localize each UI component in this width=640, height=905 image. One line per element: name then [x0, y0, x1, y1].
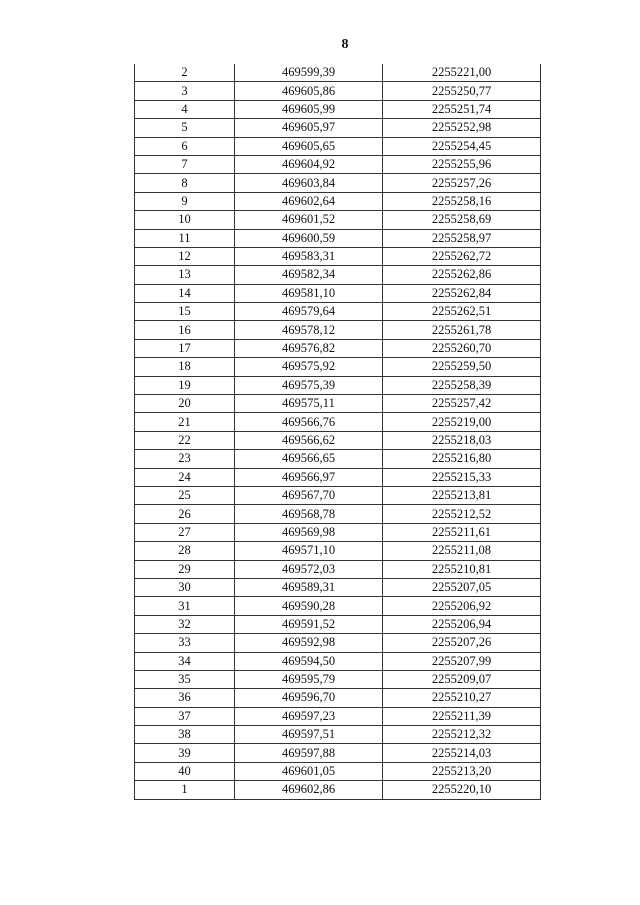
- point-number-cell: 6: [135, 137, 235, 155]
- point-number-cell: 24: [135, 468, 235, 486]
- table-row: [135, 450, 541, 468]
- y-coordinate-cell: 2255250,77: [383, 82, 541, 100]
- x-coordinate-cell: 469595,79: [235, 670, 383, 688]
- x-coordinate-cell: 469566,97: [235, 468, 383, 486]
- point-number-cell: 18: [135, 358, 235, 376]
- table-row: [135, 119, 541, 137]
- point-number-cell: 20: [135, 395, 235, 413]
- point-number-cell: 14: [135, 284, 235, 302]
- table-row: [135, 229, 541, 247]
- table-row: [135, 303, 541, 321]
- y-coordinate-cell: 2255209,07: [383, 670, 541, 688]
- table-row: [135, 247, 541, 265]
- y-coordinate-cell: 2255258,69: [383, 211, 541, 229]
- point-number-cell: 36: [135, 689, 235, 707]
- y-coordinate-cell: 2255221,00: [383, 64, 541, 82]
- y-coordinate-cell: 2255258,39: [383, 376, 541, 394]
- point-number-cell: 29: [135, 560, 235, 578]
- point-number-cell: 4: [135, 100, 235, 118]
- y-coordinate-cell: 2255254,45: [383, 137, 541, 155]
- y-coordinate-cell: 2255213,20: [383, 762, 541, 780]
- y-coordinate-cell: 2255207,99: [383, 652, 541, 670]
- y-coordinate-cell: 2255206,94: [383, 615, 541, 633]
- table-row: [135, 781, 541, 799]
- table-row: [135, 284, 541, 302]
- x-coordinate-cell: 469566,62: [235, 431, 383, 449]
- point-number-cell: 1: [135, 781, 235, 799]
- y-coordinate-cell: 2255258,97: [383, 229, 541, 247]
- point-number-cell: 23: [135, 450, 235, 468]
- point-number-cell: 22: [135, 431, 235, 449]
- table-row: [135, 486, 541, 504]
- y-coordinate-cell: 2255215,33: [383, 468, 541, 486]
- x-coordinate-cell: 469597,51: [235, 726, 383, 744]
- table-row: [135, 266, 541, 284]
- table-row: [135, 100, 541, 118]
- y-coordinate-cell: 2255220,10: [383, 781, 541, 799]
- y-coordinate-cell: 2255262,72: [383, 247, 541, 265]
- y-coordinate-cell: 2255212,52: [383, 505, 541, 523]
- y-coordinate-cell: 2255257,42: [383, 395, 541, 413]
- x-coordinate-cell: 469576,82: [235, 339, 383, 357]
- point-number-cell: 34: [135, 652, 235, 670]
- y-coordinate-cell: 2255212,32: [383, 726, 541, 744]
- x-coordinate-cell: 469582,34: [235, 266, 383, 284]
- point-number-cell: 38: [135, 726, 235, 744]
- table-row: [135, 707, 541, 725]
- table-row: [135, 597, 541, 615]
- table-row: [135, 468, 541, 486]
- point-number-cell: 16: [135, 321, 235, 339]
- point-number-cell: 32: [135, 615, 235, 633]
- x-coordinate-cell: 469592,98: [235, 634, 383, 652]
- y-coordinate-cell: 2255210,81: [383, 560, 541, 578]
- x-coordinate-cell: 469602,86: [235, 781, 383, 799]
- y-coordinate-cell: 2255211,61: [383, 523, 541, 541]
- x-coordinate-cell: 469601,52: [235, 211, 383, 229]
- y-coordinate-cell: 2255213,81: [383, 486, 541, 504]
- table-row: [135, 358, 541, 376]
- x-coordinate-cell: 469594,50: [235, 652, 383, 670]
- x-coordinate-cell: 469605,86: [235, 82, 383, 100]
- y-coordinate-cell: 2255258,16: [383, 192, 541, 210]
- x-coordinate-cell: 469579,64: [235, 303, 383, 321]
- y-coordinate-cell: 2255211,39: [383, 707, 541, 725]
- x-coordinate-cell: 469575,11: [235, 395, 383, 413]
- point-number-cell: 21: [135, 413, 235, 431]
- x-coordinate-cell: 469605,65: [235, 137, 383, 155]
- x-coordinate-cell: 469597,88: [235, 744, 383, 762]
- y-coordinate-cell: 2255207,05: [383, 578, 541, 596]
- table-row: [135, 523, 541, 541]
- point-number-cell: 7: [135, 155, 235, 173]
- point-number-cell: 27: [135, 523, 235, 541]
- y-coordinate-cell: 2255260,70: [383, 339, 541, 357]
- x-coordinate-cell: 469575,39: [235, 376, 383, 394]
- table-row: [135, 137, 541, 155]
- table-row: [135, 155, 541, 173]
- x-coordinate-cell: 469602,64: [235, 192, 383, 210]
- table-row: [135, 376, 541, 394]
- x-coordinate-cell: 469581,10: [235, 284, 383, 302]
- y-coordinate-cell: 2255211,08: [383, 542, 541, 560]
- point-number-cell: 17: [135, 339, 235, 357]
- point-number-cell: 40: [135, 762, 235, 780]
- y-coordinate-cell: 2255207,26: [383, 634, 541, 652]
- table-row: [135, 560, 541, 578]
- table-row: [135, 578, 541, 596]
- point-number-cell: 37: [135, 707, 235, 725]
- point-number-cell: 2: [135, 64, 235, 82]
- point-number-cell: 31: [135, 597, 235, 615]
- table-row: [135, 670, 541, 688]
- y-coordinate-cell: 2255262,51: [383, 303, 541, 321]
- table-row: [135, 689, 541, 707]
- table-row: [135, 321, 541, 339]
- y-coordinate-cell: 2255255,96: [383, 155, 541, 173]
- table-row: [135, 505, 541, 523]
- y-coordinate-cell: 2255259,50: [383, 358, 541, 376]
- coordinates-table-body: [135, 64, 541, 799]
- y-coordinate-cell: 2255262,86: [383, 266, 541, 284]
- table-row: [135, 192, 541, 210]
- table-row: [135, 431, 541, 449]
- table-row: [135, 339, 541, 357]
- x-coordinate-cell: 469597,23: [235, 707, 383, 725]
- x-coordinate-cell: 469589,31: [235, 578, 383, 596]
- x-coordinate-cell: 469600,59: [235, 229, 383, 247]
- x-coordinate-cell: 469583,31: [235, 247, 383, 265]
- point-number-cell: 11: [135, 229, 235, 247]
- x-coordinate-cell: 469575,92: [235, 358, 383, 376]
- table-row: [135, 726, 541, 744]
- x-coordinate-cell: 469590,28: [235, 597, 383, 615]
- x-coordinate-cell: 469604,92: [235, 155, 383, 173]
- x-coordinate-cell: 469571,10: [235, 542, 383, 560]
- point-number-cell: 39: [135, 744, 235, 762]
- y-coordinate-cell: 2255218,03: [383, 431, 541, 449]
- x-coordinate-cell: 469596,70: [235, 689, 383, 707]
- x-coordinate-cell: 469578,12: [235, 321, 383, 339]
- y-coordinate-cell: 2255262,84: [383, 284, 541, 302]
- y-coordinate-cell: 2255252,98: [383, 119, 541, 137]
- table-row: [135, 634, 541, 652]
- point-number-cell: 35: [135, 670, 235, 688]
- point-number-cell: 30: [135, 578, 235, 596]
- point-number-cell: 33: [135, 634, 235, 652]
- y-coordinate-cell: 2255219,00: [383, 413, 541, 431]
- x-coordinate-cell: 469605,99: [235, 100, 383, 118]
- y-coordinate-cell: 2255214,03: [383, 744, 541, 762]
- y-coordinate-cell: 2255251,74: [383, 100, 541, 118]
- y-coordinate-cell: 2255257,26: [383, 174, 541, 192]
- point-number-cell: 5: [135, 119, 235, 137]
- table-row: [135, 652, 541, 670]
- table-row: [135, 744, 541, 762]
- point-number-cell: 15: [135, 303, 235, 321]
- table-row: [135, 615, 541, 633]
- x-coordinate-cell: 469605,97: [235, 119, 383, 137]
- y-coordinate-cell: 2255261,78: [383, 321, 541, 339]
- y-coordinate-cell: 2255206,92: [383, 597, 541, 615]
- point-number-cell: 10: [135, 211, 235, 229]
- table-row: [135, 762, 541, 780]
- point-number-cell: 26: [135, 505, 235, 523]
- x-coordinate-cell: 469569,98: [235, 523, 383, 541]
- coordinates-table: [134, 64, 541, 800]
- table-row: [135, 211, 541, 229]
- point-number-cell: 28: [135, 542, 235, 560]
- point-number-cell: 8: [135, 174, 235, 192]
- table-row: [135, 174, 541, 192]
- x-coordinate-cell: 469603,84: [235, 174, 383, 192]
- x-coordinate-cell: 469599,39: [235, 64, 383, 82]
- point-number-cell: 19: [135, 376, 235, 394]
- table-row: [135, 395, 541, 413]
- x-coordinate-cell: 469567,70: [235, 486, 383, 504]
- point-number-cell: 9: [135, 192, 235, 210]
- x-coordinate-cell: 469591,52: [235, 615, 383, 633]
- x-coordinate-cell: 469568,78: [235, 505, 383, 523]
- x-coordinate-cell: 469572,03: [235, 560, 383, 578]
- point-number-cell: 3: [135, 82, 235, 100]
- y-coordinate-cell: 2255216,80: [383, 450, 541, 468]
- table-row: [135, 542, 541, 560]
- x-coordinate-cell: 469566,65: [235, 450, 383, 468]
- point-number-cell: 13: [135, 266, 235, 284]
- point-number-cell: 25: [135, 486, 235, 504]
- table-row: [135, 413, 541, 431]
- x-coordinate-cell: 469566,76: [235, 413, 383, 431]
- point-number-cell: 12: [135, 247, 235, 265]
- table-row: [135, 82, 541, 100]
- x-coordinate-cell: 469601,05: [235, 762, 383, 780]
- page-number: 8: [341, 37, 349, 52]
- table-row: [135, 64, 541, 82]
- y-coordinate-cell: 2255210,27: [383, 689, 541, 707]
